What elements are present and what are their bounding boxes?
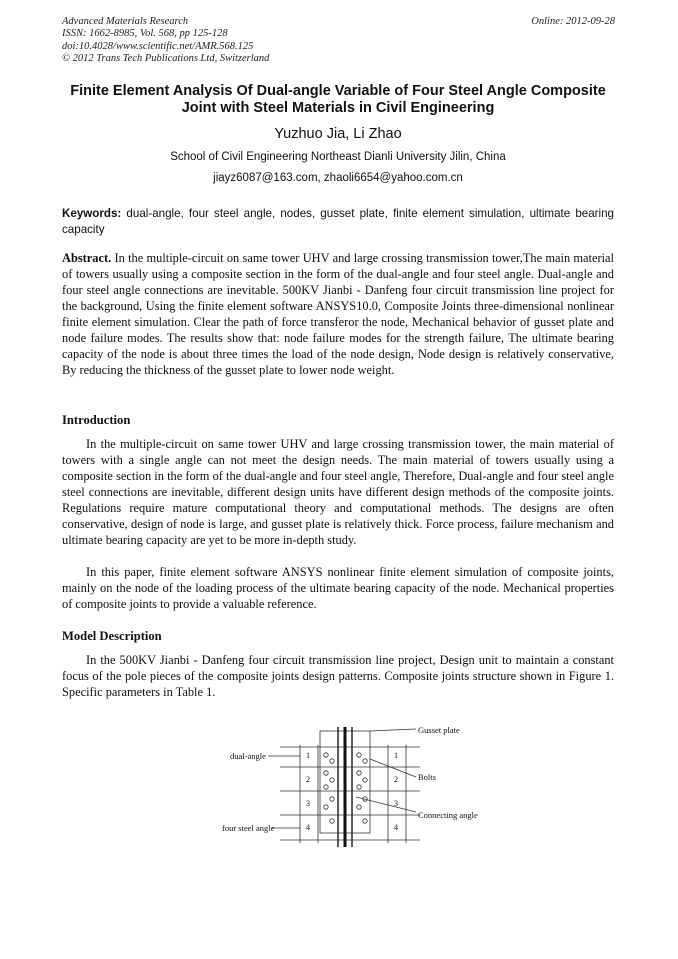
paper-title: Finite Element Analysis Of Dual-angle Variable of Four Steel Angle Composite Joint with Steel Materials in Civil Engineering [70,83,606,116]
label-dual-angle: dual-angle [230,751,266,761]
section-number-left-4: 4 [306,823,310,832]
section-number-right-2: 2 [394,775,398,784]
bolt-icon [363,759,367,763]
bolt-icon [330,819,334,823]
copyright-line: © 2012 Trans Tech Publications Ltd, Switzerland [62,53,270,65]
abstract-text: In the multiple-circuit on same tower UHV and large crossing transmission tower,The main material of towers usually using a composite section in the form of the dual-angle and four steel angle. Dual-angle and four steel angle connections are inevitable. 500KV Jianbi - Danfeng four circuit transmission line project for the background, Using the finite element software ANSYS10.0, Composite Joints three-dimensional nonlinear finite element simulation. Clear the path of force transferor the node, Mechanical behavior of gusset plate and node failure modes. The results show that: node failure modes for the strength failure, The ultimate bearing capacity of the node is about three times the load of the node design, Node design is relatively conservative, By reducing the thickness of the gusset plate to lower node weight. [62,251,614,377]
bolt-icon [324,753,328,757]
gusset-plate-leader [370,729,416,731]
bolt-icon [324,805,328,809]
paper-authors: Yuzhuo Jia, Li Zhao [274,126,402,142]
bolt-icon [330,797,334,801]
keywords-block [62,206,614,237]
bolt-icon [330,759,334,763]
bolt-icon [324,771,328,775]
section-number-left-3: 3 [306,799,310,808]
introduction-paragraph-1: In the multiple-circuit on same tower UHV and large crossing transmission tower, the main material of towers with a single angle can not meet the design needs. The main material of towers usually using a composite section in the form of the dual-angle and four steel angle, Therefore, Dual-angle and four steel angle steel connections are inevitable, different design units have different design methods of the composite joints. Regulations require mature computational theory and computational methods. The designs are often conservative, design of node is large, and gusset plate is relatively thick. Force process, failure mechanism and ultimate bearing capacity are yet to be more in-depth study. [62,437,614,547]
label-gusset-plate: Gusset plate [418,725,460,735]
label-bolts: Bolts [418,772,436,782]
journal-name: Advanced Materials Research [62,16,189,27]
section-number-right-4: 4 [394,823,398,832]
bolt-icon [363,819,367,823]
model-description-heading: Model Description [62,629,162,643]
bolt-icon [357,805,361,809]
bolt-icon [330,778,334,782]
section-number-right-1: 1 [394,751,398,760]
label-four-steel-angle: four steel angle [222,823,275,833]
introduction-heading: Introduction [62,413,131,427]
doi-line: doi:10.4028/www.scientific.net/AMR.568.125 [62,40,254,52]
bolt-icon [357,753,361,757]
paper-affiliation: School of Civil Engineering Northeast Dianli University Jilin, China [170,151,506,163]
label-connecting-angle: Connecting angle [418,810,478,820]
journal-header [62,16,269,66]
section-number-left-2: 2 [306,775,310,784]
keywords-text: dual-angle, four steel angle, nodes, gusset plate, finite element simulation, ultimate bearing capacity [62,207,614,236]
issn-line: ISSN: 1662-8985, Vol. 568, pp 125-128 [62,28,228,40]
abstract-block [62,250,614,378]
bolt-icon [324,785,328,789]
introduction-paragraph-2: In this paper, finite element software ANSYS nonlinear finite element simulation of composite joints, mainly on the node of the loading process of the ultimate bearing capacity of the node. Mechanical properties of composite joints to provide a valuable reference. [62,565,614,611]
keywords-label: Keywords: [62,207,122,220]
bolts-leader [370,759,416,777]
figure-1-composite-joint [220,725,480,850]
section-number-left-1: 1 [306,751,310,760]
abstract-label: Abstract. [62,251,112,265]
paper-emails: jiayz6087@163.com, zhaoli6654@yahoo.com.cn [213,172,463,184]
section-number-right-3: 3 [394,799,398,808]
connecting-angle-leader [356,797,416,812]
bolt-icon [357,785,361,789]
online-date: Online: 2012-09-28 [531,16,615,27]
bolt-icon [357,771,361,775]
model-description-paragraph: In the 500KV Jianbi - Danfeng four circuit transmission line project, Design unit to maintain a constant focus of the pole pieces of the composite joints design patterns. Composite joints structure shown in Figure 1. Specific parameters in Table 1. [62,653,614,699]
bolt-icon [363,778,367,782]
